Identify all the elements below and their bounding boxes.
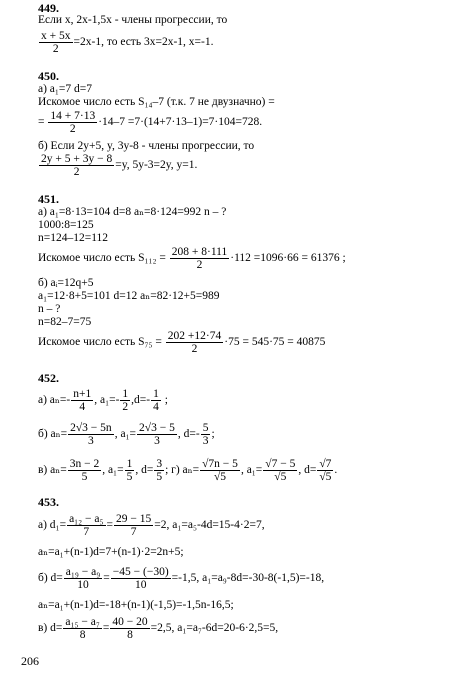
fraction: $\frac{-45 - (-30)}{10}$ [112,566,169,591]
p453-e: в) d= $\frac{\text{a₁₅ − a₇}}{8}$ = $\frac{40 - 20}{8}$ =2,5, a₁=a₇-6d=20-6·2,5=5, [38,616,279,641]
p449-line2: $\frac{x + 5x}{2}$ =2x-1, то есть 3x=2x-1, x=-1. [41,30,214,55]
fraction: $\frac{2√3 - 5}{3}$ [139,422,175,447]
p450-e: $\frac{2y + 5 + 3y - 8}{2}$ =y, 5y-3=2y, y=1. [41,153,198,178]
fraction: $\frac{2y + 5 + 3y - 8}{2}$ [41,153,113,178]
fraction: $\frac{2√3 - 5n}{3}$ [70,422,112,447]
fraction: $\frac{14 + 7\cdot 13}{2}$ [50,110,96,135]
p449-line1: Если x, 2x-1,5x - члены прогрессии, то [38,14,228,26]
p451-b: 1000:8=125 [38,219,94,231]
fraction: $\frac{n+1}{4}$ [73,388,92,413]
p453-d: aₙ=a₁+(n-1)d=-18+(n-1)(-1,5)=-1,5n-16,5; [38,599,234,611]
p452-a: а) aₙ=- $\frac{n+1}{4}$ , a₁=- $\frac{1}{2}$ ,d=- $\frac{1}{4}$ ; [38,388,168,413]
page-number: 206 [21,654,39,668]
p452-c: в) aₙ= $\frac{3n - 2}{5}$ , a₁= $\frac{1}{5}$ , d= $\frac{3}{5}$ ; г) aₙ= $\frac{√7n - 5}{√5}$ , a₁= $\frac{√7 - 5}{√5}$ , d= $\frac{√7}{√5}$ . [38,458,338,483]
fraction: $\frac{208 + 8\cdot 111}{2}$ [171,246,228,271]
p452-b: б) aₙ= $\frac{2√3 - 5n}{3}$ , a₁= $\frac{2√3 - 5}{3}$ , d=- $\frac{5}{3}$ ; [38,422,215,447]
p450-d: б) Если 2y+5, y, 3y-8 - члены прогрессии, то [38,140,255,152]
problem-451-number: 451. [38,192,59,206]
fraction: $\frac{√7n - 5}{√5}$ [202,458,238,483]
p451-i: Искомое число есть S₇₅ = $\frac{202 +12\cdot 74}{2}$ ·75 = 545·75 = 40875 [38,330,326,355]
problem-453-number: 453. [38,495,59,509]
fraction: $\frac{\text{a₁₅ − a₇}}{8}$ [65,616,100,641]
p453-b: aₙ=a₁+(n-1)d=7+(n-1)·2=2n+5; [38,546,184,558]
fraction: $\frac{29 - 15}{7}$ [116,513,152,538]
p451-d: Искомое число есть S₁₁₂ = $\frac{208 + 8\cdot 111}{2}$ ·112 =1096·66 = 61376 ; [38,246,346,271]
p453-c: б) d= $\frac{\text{a₁₉ − a₉}}{10}$ = $\frac{-45 - (-30)}{10}$ =-1,5, a₁=a₉-8d=-30-8(-1,5)=-18, [38,566,325,591]
fraction: $\frac{√7 - 5}{√5}$ [265,458,296,483]
fraction: $\frac{x + 5x}{2}$ [41,30,71,55]
p451-f: a₁=12·8+5=101 d=12 aₙ=82·12+5=989 [38,290,220,302]
problem-450-number: 450. [38,69,59,83]
fraction: $\frac{1}{5}$ [126,458,133,483]
p451-e: б) aᵢ=12q+5 [38,277,94,289]
fraction: $\frac{1}{4}$ [153,388,159,413]
p451-h: n=82–7=75 [38,316,92,328]
p450-c: = $\frac{14 + 7\cdot 13}{2}$ ·14–7 =7·(14+7·13–1)=7·104=728. [38,110,263,135]
p450-b: Искомое число есть S₁₄–7 (т.к. 7 не двузначно) = [38,96,275,108]
p451-a: а) a₁=8·13=104 d=8 aₙ=8·124=992 n – ? [38,206,227,218]
fraction: $\frac{5}{3}$ [202,422,209,447]
fraction: $\frac{202 +12\cdot 74}{2}$ [167,330,222,355]
p451-g: n – ? [38,303,61,315]
fraction: $\frac{40 - 20}{8}$ [112,616,148,641]
fraction: $\frac{\text{a₁₂ − a₅}}{7}$ [69,513,104,538]
p453-a: а) d₁= $\frac{\text{a₁₂ − a₅}}{7}$ = $\frac{29 - 15}{7}$ =2, a₁=a₅-4d=15-4·2=7, [38,513,265,538]
p451-c: n=124–12=112 [38,232,109,244]
fraction: $\frac{3}{5}$ [156,458,163,483]
fraction: $\frac{√7}{√5}$ [319,458,332,483]
problem-452-number: 452. [38,371,59,385]
p450-a: а) a₁=7 d=7 [38,83,93,95]
fraction: $\frac{1}{2}$ [122,388,129,413]
fraction: $\frac{\text{a₁₉ − a₉}}{10}$ [65,566,101,591]
fraction: $\frac{3n - 2}{5}$ [69,458,100,483]
problem-449-number: 449. [38,1,59,15]
